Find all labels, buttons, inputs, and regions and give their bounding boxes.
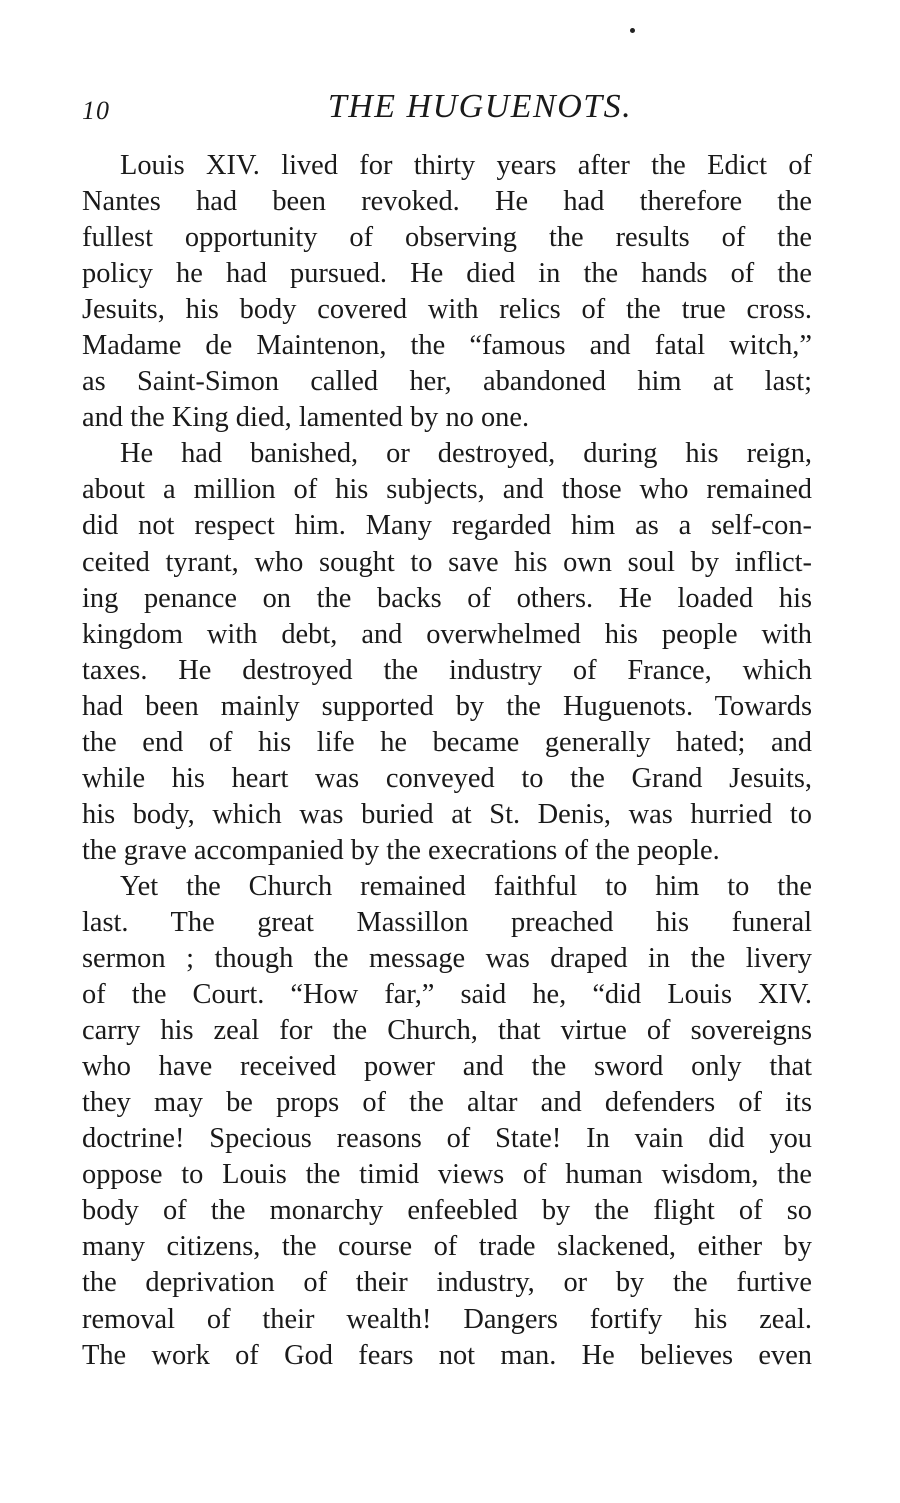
text-line: his body, which was buried at St. Denis, was hurried to xyxy=(82,798,812,830)
text-line: oppose to Louis the timid views of human wisdom, the xyxy=(82,1159,812,1191)
text-line: did not respect him. Many regarded him as a self-con- xyxy=(82,510,812,542)
text-line: of the Court. “How far,” said he, “did Louis XIV. xyxy=(82,979,812,1011)
text-line: Louis XIV. lived for thirty years after the Edict of xyxy=(120,150,812,181)
text-line: the grave accompanied by the execrations of the people. xyxy=(82,834,720,866)
text-line: removal of their wealth! Dangers fortify his zeal. xyxy=(82,1303,812,1335)
text-line: ing penance on the backs of others. He loaded his xyxy=(82,582,812,614)
text-line: Madame de Maintenon, the “famous and fatal witch,” xyxy=(82,330,812,362)
text-line: Yet the Church remained faithful to him to the xyxy=(120,870,812,902)
text-line: many citizens, the course of trade slackened, either by xyxy=(82,1231,812,1263)
text-line: doctrine! Specious reasons of State! In vain did you xyxy=(82,1123,812,1155)
text-line: the end of his life he became generally hated; and xyxy=(82,726,812,758)
text-line: Nantes had been revoked. He had therefore the xyxy=(82,186,812,218)
text-line: taxes. He destroyed the industry of France, which xyxy=(82,654,812,686)
text-line: policy he had pursued. He died in the hands of the xyxy=(82,258,812,290)
text-line: ceited tyrant, who sought to save his own soul by inflict- xyxy=(82,546,812,578)
text-line: The work of God fears not man. He believes even xyxy=(82,1339,812,1371)
body-text xyxy=(82,148,812,1374)
text-line: Jesuits, his body covered with relics of the true cross. xyxy=(82,294,812,326)
page-number: 10 xyxy=(82,96,110,125)
text-line: body of the monarchy enfeebled by the flight of so xyxy=(82,1195,812,1227)
text-line: they may be props of the altar and defenders of its xyxy=(82,1087,812,1119)
text-line: He had banished, or destroyed, during his reign, xyxy=(120,438,812,470)
print-speck xyxy=(630,28,635,33)
text-line: carry his zeal for the Church, that virtue of sovereigns xyxy=(82,1015,812,1047)
text-line: kingdom with debt, and overwhelmed his people with xyxy=(82,618,812,650)
text-line: while his heart was conveyed to the Grand Jesuits, xyxy=(82,762,812,794)
text-line: had been mainly supported by the Huguenots. Towards xyxy=(82,690,812,722)
text-line: who have received power and the sword only that xyxy=(82,1051,812,1083)
text-line: about a million of his subjects, and those who remained xyxy=(82,474,812,506)
text-line: the deprivation of their industry, or by the furtive xyxy=(82,1267,812,1299)
text-line: sermon ; though the message was draped in the livery xyxy=(82,943,812,975)
text-line: last. The great Massillon preached his funeral xyxy=(82,906,812,938)
text-line: fullest opportunity of observing the results of the xyxy=(82,222,812,254)
text-line: as Saint-Simon called her, abandoned him at last; xyxy=(82,366,812,398)
text-line: and the King died, lamented by no one. xyxy=(82,402,530,434)
running-head: THE HUGUENOTS. xyxy=(327,88,633,125)
